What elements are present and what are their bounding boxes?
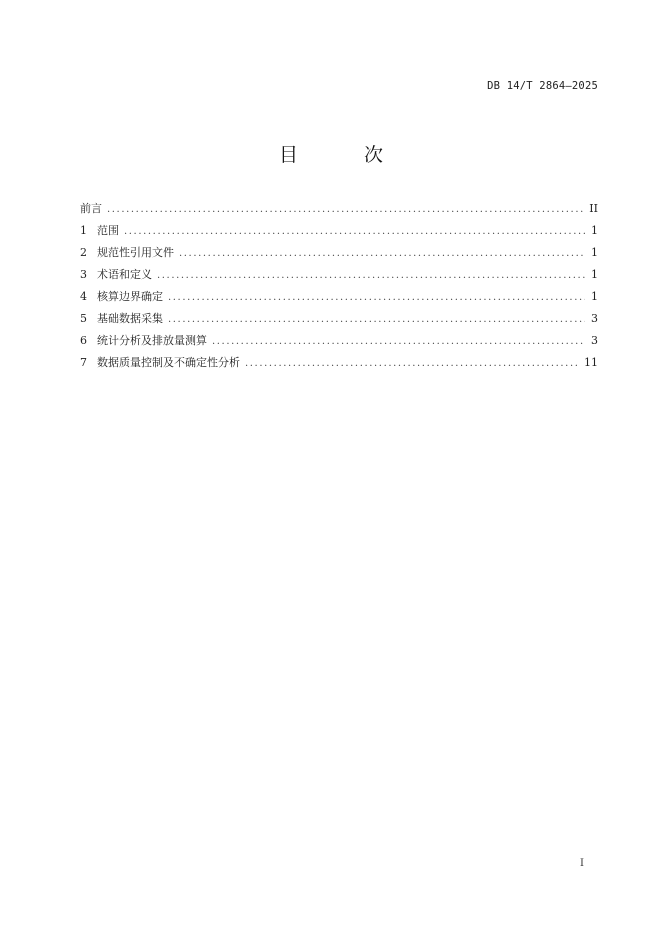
toc-entry-number: 3	[80, 268, 87, 281]
toc-entry-number: 1	[80, 224, 87, 237]
toc-leader-dots	[179, 246, 585, 261]
toc-entry-data-collection[interactable]	[80, 311, 598, 333]
toc-entry-page: 1	[591, 246, 598, 259]
table-of-contents	[80, 201, 598, 377]
toc-entry-page: 3	[591, 312, 598, 325]
toc-entry-number: 7	[80, 356, 87, 369]
toc-entry-label: 前言	[80, 202, 102, 215]
toc-entry-number: 2	[80, 246, 87, 259]
toc-entry-statistical-analysis[interactable]	[80, 333, 598, 355]
toc-title: 目 次	[278, 144, 414, 166]
toc-leader-dots	[157, 268, 585, 283]
document-code: DB 14/T 2864—2025	[487, 80, 598, 92]
toc-entry-page: 1	[591, 268, 598, 281]
toc-leader-dots	[212, 334, 585, 349]
toc-entry-quality-control[interactable]	[80, 355, 598, 377]
page-number: I	[580, 858, 584, 869]
toc-entry-scope[interactable]	[80, 223, 598, 245]
toc-leader-dots	[168, 290, 585, 305]
toc-leader-dots	[107, 202, 584, 217]
toc-entry-normative-references[interactable]	[80, 245, 598, 267]
toc-entry-page: 1	[591, 290, 598, 303]
toc-entry-foreword[interactable]	[80, 201, 598, 223]
toc-leader-dots	[124, 224, 585, 239]
toc-entry-number: 5	[80, 312, 87, 325]
toc-entry-number: 4	[80, 290, 87, 303]
toc-entry-accounting-boundary[interactable]	[80, 289, 598, 311]
toc-entry-page: 11	[584, 356, 598, 369]
toc-leader-dots	[245, 356, 579, 371]
toc-entry-label: 规范性引用文件	[97, 246, 174, 259]
toc-leader-dots	[168, 312, 585, 327]
toc-entry-label: 统计分析及排放量测算	[97, 334, 207, 347]
toc-entry-page: 3	[591, 334, 598, 347]
toc-entry-page: 1	[591, 224, 598, 237]
toc-entry-number: 6	[80, 334, 87, 347]
toc-entry-label: 术语和定义	[97, 268, 152, 281]
toc-entry-label: 核算边界确定	[97, 290, 163, 303]
toc-entry-label: 数据质量控制及不确定性分析	[97, 356, 240, 369]
toc-entry-label: 范围	[97, 224, 119, 237]
toc-entry-terms-definitions[interactable]	[80, 267, 598, 289]
toc-entry-page: II	[589, 202, 598, 215]
toc-entry-label: 基础数据采集	[97, 312, 163, 325]
